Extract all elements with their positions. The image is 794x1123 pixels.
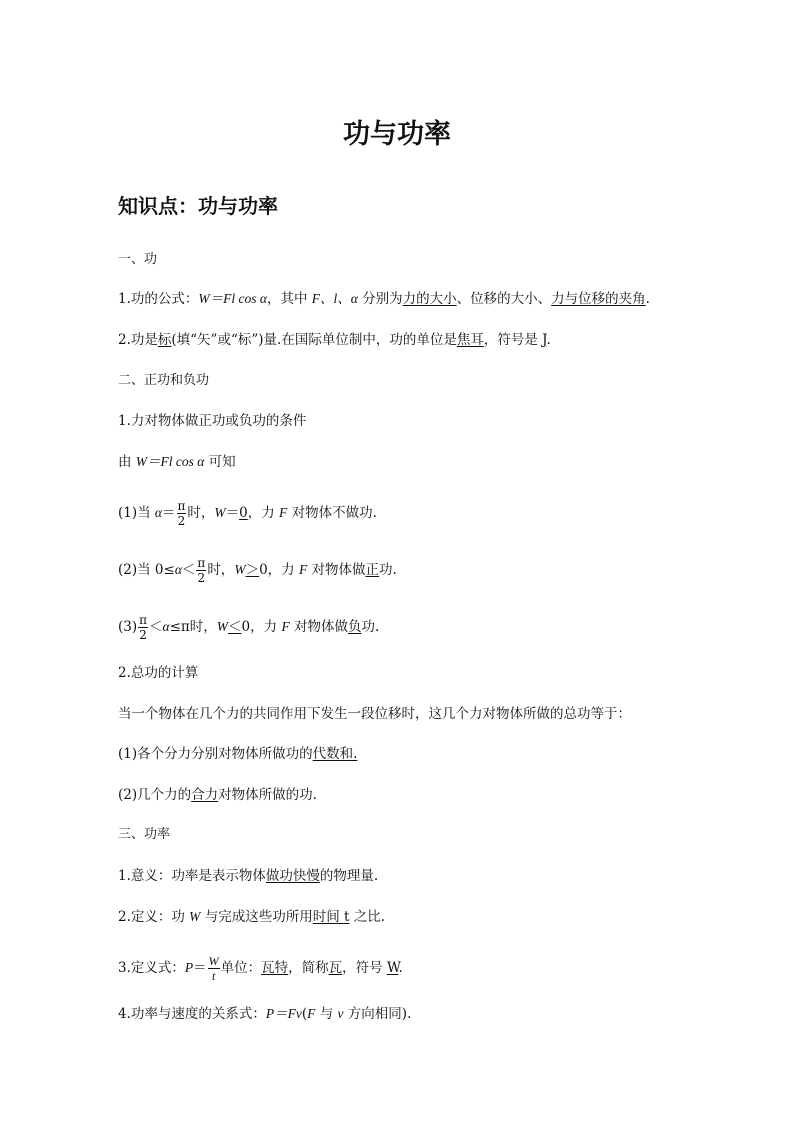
total-work-item-2: (2)几个力的合力对物体所做的功. <box>118 787 317 803</box>
section-heading-positive-negative: 二、正功和负功 <box>118 373 210 388</box>
power-definition-line: 2.定义：功 W 与完成这些功所用时间 t 之比. <box>118 909 386 925</box>
answer-algebraic-sum: 代数和. <box>312 746 358 762</box>
answer-wa: 瓦 <box>328 960 343 976</box>
case-3-line: (3) $\frac{\pi}{2}$ ＜α≤π时，W＜0，力 F 对物体做负功. <box>118 613 380 642</box>
answer-watt: 瓦特 <box>261 960 289 976</box>
answer-w-symbol: W <box>386 960 399 976</box>
by-formula-line: 由 W＝Fl cos α 可知 <box>118 454 236 470</box>
power-velocity-line: 4.功率与速度的关系式：P＝Fv(F 与 v 方向相同). <box>118 1006 412 1022</box>
answer-greater-than: ＞ <box>245 562 260 578</box>
answer-time: 时间 t <box>312 909 350 925</box>
answer-less-than: ＜ <box>228 619 242 635</box>
answer-positive: 正 <box>365 562 379 578</box>
subsection-conditions: 1.力对物体做正功或负功的条件 <box>118 413 307 429</box>
answer-scalar: 标 <box>157 332 172 348</box>
total-work-item-1: (1)各个分力分别对物体所做功的代数和. <box>118 746 358 762</box>
pi-over-2-fraction: $\frac{\pi}{2}$ <box>139 613 148 642</box>
answer-angle: 力与位移的夹角 <box>551 291 646 307</box>
case-2-line: (2)当 0≤α＜ $\frac{\pi}{2}$ 时，W＞0，力 F 对物体做正功. <box>118 556 397 585</box>
power-formula-line: 3.定义式：P＝ $\frac{W}{t}$ 单位：瓦特，简称瓦，符号 W. <box>118 954 403 983</box>
answer-work-speed: 做功快慢 <box>265 868 320 884</box>
answer-force-magnitude: 力的大小 <box>402 291 457 307</box>
pi-over-2-fraction: $\frac{\pi}{2}$ <box>197 556 206 585</box>
work-formula: W＝Fl cos α <box>198 291 267 306</box>
answer-j-symbol: J <box>542 332 547 348</box>
work-scalar-line: 2.功是标(填“矢”或“标”)量.在国际单位制中，功的单位是焦耳，符号是 J. <box>118 332 551 348</box>
answer-joule: 焦耳 <box>456 332 484 348</box>
answer-resultant-force: 合力 <box>191 787 219 803</box>
knowledge-heading: 知识点：功与功率 <box>118 194 278 218</box>
power-meaning-line: 1.意义：功率是表示物体做功快慢的物理量. <box>118 868 379 884</box>
work-formula-line: 1.功的公式：W＝Fl cos α，其中 F、l、α 分别为力的大小、位移的大小、力与位移的夹角. <box>118 291 650 307</box>
case-1-line: (1)当 α＝ $\frac{\pi}{2}$ 时，W＝0，力 F 对物体不做功. <box>118 499 377 528</box>
w-over-t-fraction: $\frac{W}{t}$ <box>208 954 219 983</box>
answer-zero: 0 <box>239 505 248 521</box>
total-work-text: 当一个物体在几个力的共同作用下发生一段位移时，这几个力对物体所做的总功等于： <box>118 706 631 722</box>
page-title: 功与功率 <box>343 119 451 150</box>
answer-negative: 负 <box>347 619 362 635</box>
section-heading-work: 一、功 <box>118 252 158 267</box>
subsection-total-work: 2.总功的计算 <box>118 665 199 681</box>
section-heading-power: 三、功率 <box>118 827 171 842</box>
pi-over-2-fraction: $\frac{\pi}{2}$ <box>177 499 186 528</box>
